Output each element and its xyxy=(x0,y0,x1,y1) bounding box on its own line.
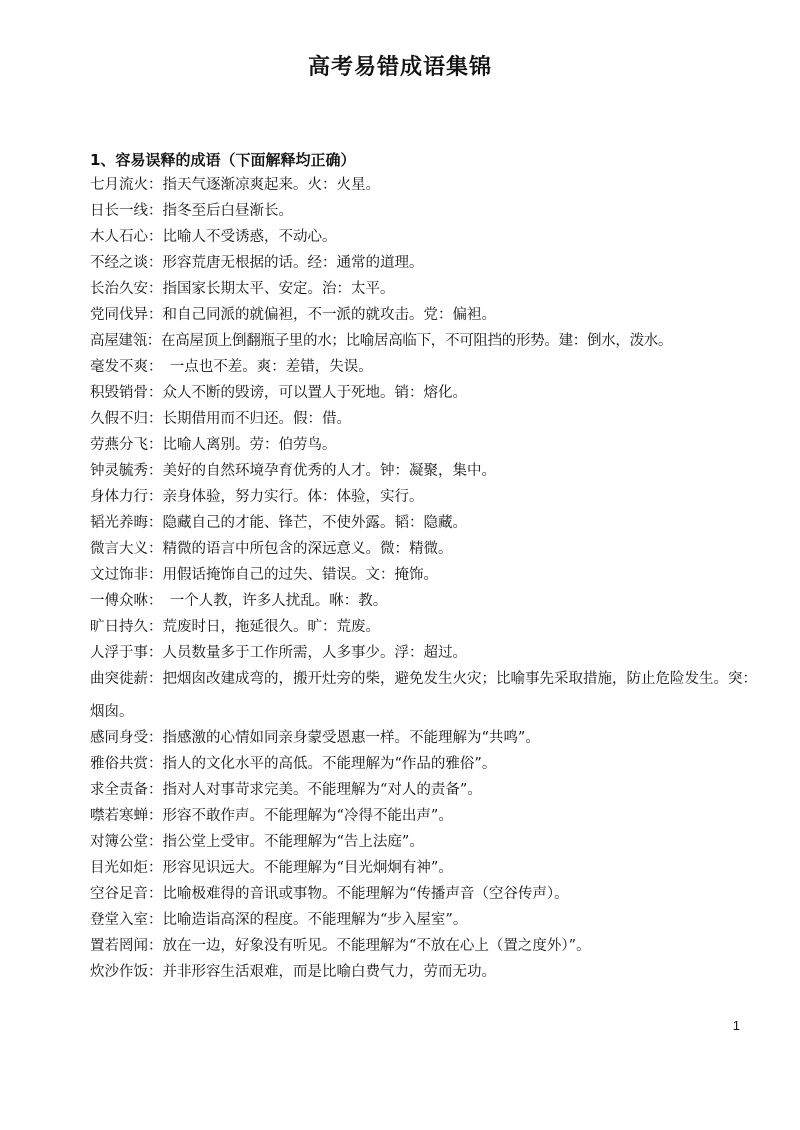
idiom-entry: 雅俗共赏：指人的文化水平的高低。不能理解为“作品的雅俗”。 xyxy=(90,756,497,772)
idiom-entry: 一傅众咻： 一个人教，许多人扰乱。咻：教。 xyxy=(90,593,388,609)
idiom-entry: 长治久安：指国家长期太平、安定。治：太平。 xyxy=(90,281,395,297)
idiom-entry: 对簿公堂：指公堂上受审。不能理解为“告上法庭”。 xyxy=(90,834,424,850)
idiom-entry: 日长一线：指冬至后白昼渐长。 xyxy=(90,203,293,219)
idiom-entry: 旷日持久：荒废时日，拖延很久。旷：荒废。 xyxy=(90,619,380,635)
idiom-entry: 文过饰非：用假话掩饰自己的过失、错误。文：掩饰。 xyxy=(90,567,438,583)
idiom-entry: 噤若寒蝉：形容不敢作声。不能理解为“冷得不能出声”。 xyxy=(90,808,453,824)
idiom-entry: 炊沙作饭：并非形容生活艰难，而是比喻白费气力，劳而无功。 xyxy=(90,964,496,980)
idiom-entry: 七月流火：指天气逐渐凉爽起来。火：火星。 xyxy=(90,177,380,193)
idiom-entry: 党同伐异：和自己同派的就偏袒，不一派的就攻击。党：偏袒。 xyxy=(90,307,496,323)
idiom-entry: 毫发不爽： 一点也不差。爽：差错，失误。 xyxy=(90,359,373,375)
idiom-entry: 目光如炬：形容见识远大。不能理解为“目光炯炯有神”。 xyxy=(90,860,453,876)
idiom-entry: 韬光养晦：隐藏自己的才能、锋芒，不使外露。韬：隐藏。 xyxy=(90,515,467,531)
section-heading: 1、容易误释的成语（下面解释均正确） xyxy=(90,151,356,169)
idiom-entry: 钟灵毓秀：美好的自然环境孕育优秀的人才。钟：凝聚，集中。 xyxy=(90,463,496,479)
page-number: 1 xyxy=(732,1018,740,1033)
page-title: 高考易错成语集锦 xyxy=(307,55,492,80)
idiom-entry: 高屋建瓴：在高屋顶上倒翻瓶子里的水；比喻居高临下，不可阻挡的形势。建：倒水，泼水。 xyxy=(90,333,673,349)
idiom-entry: 求全责备：指对人对事苛求完美。不能理解为“对人的责备”。 xyxy=(90,782,482,798)
idiom-entry: 劳燕分飞：比喻人离别。劳：伯劳鸟。 xyxy=(90,437,337,453)
idiom-entry: 微言大义：精微的语言中所包含的深远意义。微：精微。 xyxy=(90,541,453,557)
idiom-entry: 置若罔闻：放在一边，好象没有听见。不能理解为“不放在心上（置之度外）”。 xyxy=(90,938,591,954)
idiom-entry: 积毁销骨：众人不断的毁谤，可以置人于死地。销：熔化。 xyxy=(90,385,467,401)
idiom-entry: 不经之谈：形容荒唐无根据的话。经：通常的道理。 xyxy=(90,255,424,271)
idiom-entry: 久假不归：长期借用而不归还。假：借。 xyxy=(90,411,351,427)
idiom-entry: 感同身受：指感激的心情如同亲身蒙受恩惠一样。不能理解为“共鸣”。 xyxy=(90,730,540,746)
idiom-entry: 木人石心：比喻人不受诱惑，不动心。 xyxy=(90,229,337,245)
idiom-entry: 人浮于事：人员数量多于工作所需，人多事少。浮：超过。 xyxy=(90,645,467,661)
idiom-list xyxy=(90,175,760,988)
idiom-entry: 空谷足音：比喻极难得的音讯或事物。不能理解为“传播声音（空谷传声）。 xyxy=(90,886,569,902)
idiom-entry: 身体力行：亲身体验，努力实行。体：体验，实行。 xyxy=(90,489,424,505)
idiom-entry: 曲突徙薪：把烟囱改建成弯的，搬开灶旁的柴，避免发生火灾；比喻事先采取措施，防止危险发生。突：烟囱。 xyxy=(90,671,757,720)
idiom-entry: 登堂入室：比喻造诣高深的程度。不能理解为“步入屋室”。 xyxy=(90,912,468,928)
